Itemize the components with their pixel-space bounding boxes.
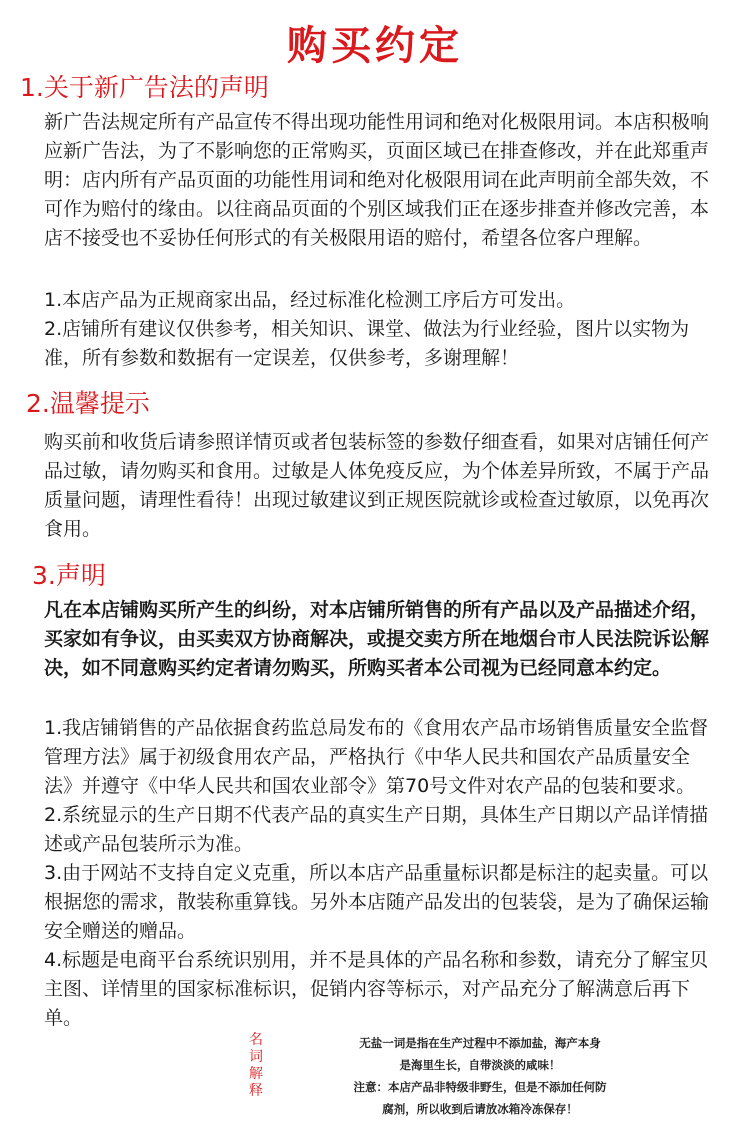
section1-paragraph: 新广告法规定所有产品宣传不得出现功能性用词和绝对化极限用词。本店积极响应新广告法，为了不影响您的正常购买，页面区域已在排查修改，并在此郑重声明：店内所有产品页面的功能性用词和绝对化极限用词在此声明前全部失效，不可作为赔付的缘由。以往商品页面的个别区域我们正在逐步排查并修改完善，本店不接受也不妥协任何形式的有关极限用语的赔付，希望各位客户理解。 (44, 111, 710, 249)
glossary-line-3: 注意：本店产品非特级非野生，但是不添加任何防 (353, 1080, 607, 1094)
section3-paragraph: 凡在本店铺购买所产生的纠纷，对本店铺所销售的所有产品以及产品描述介绍，买家如有争议，由买卖双方协商解决，或提交卖方所在地烟台市人民法院诉讼解决，如不同意购买约定者请勿购买，所购买者本公司视为已经同意本约定。 (44, 599, 710, 679)
section3-list (44, 714, 714, 1033)
section3-item-3: 3.由于网站不支持自定义克重，所以本店产品重量标识都是标注的起卖量。可以根据您的需求，散装称重算钱。另外本店随产品发出的包装袋，是为了确保运输安全赠送的赠品。 (44, 862, 710, 942)
section2-heading: 2.温馨提示 (26, 389, 150, 418)
glossary-line-2: 是海里生长，自带淡淡的咸味！ (399, 1058, 561, 1072)
section3-item-2: 2.系统显示的生产日期不代表产品的真实生产日期，具体生产日期以产品详情描述或产品包装所示为准。 (44, 804, 709, 855)
glossary-label: 名词解释 (249, 1032, 263, 1099)
section3-heading: 3.声明 (32, 561, 106, 590)
section2-paragraph: 购买前和收货后请参照详情页或者包装标签的参数仔细查看，如果对店铺任何产品过敏，请勿购买和食用。过敏是人体免疫反应，为个体差异所致，不属于产品质量问题，请理性看待！出现过敏建议到正规医院就诊或检查过敏原，以免再次食用。 (44, 431, 710, 540)
glossary-line-4: 腐剂，所以收到后请放冰箱冷冻保存！ (382, 1102, 578, 1116)
section1-heading: 1.关于新广告法的声明 (20, 73, 269, 102)
section3-item-1: 1.我店铺销售的产品依据食药监总局发布的《食用农产品市场销售质量安全监督管理方法》属于初级食用农产品，严格执行《中华人民共和国农产品质量安全法》并遵守《中华人民共和国农业部令》第70号文件对农产品的包装和要求。 (44, 717, 709, 797)
section3-item-4: 4.标题是电商平台系统识别用，并不是具体的产品名称和参数，请充分了解宝贝主图、详情里的国家标准标识，促销内容等标示，对产品充分了解满意后再下单。 (44, 949, 709, 1029)
section1-item-1: 1.本店产品为正规商家出品，经过标准化检测工序后方可发出。 (44, 289, 576, 311)
glossary-line-1: 无盐一词是指在生产过程中不添加盐，海产本身 (359, 1036, 601, 1050)
glossary-note (295, 1032, 665, 1120)
page-title: 购买约定 (287, 23, 463, 69)
section1-list (44, 286, 714, 373)
section1-item-2: 2.店铺所有建议仅供参考，相关知识、课堂、做法为行业经验，图片以实物为准，所有参数和数据有一定误差，仅供参考，多谢理解！ (44, 318, 690, 369)
